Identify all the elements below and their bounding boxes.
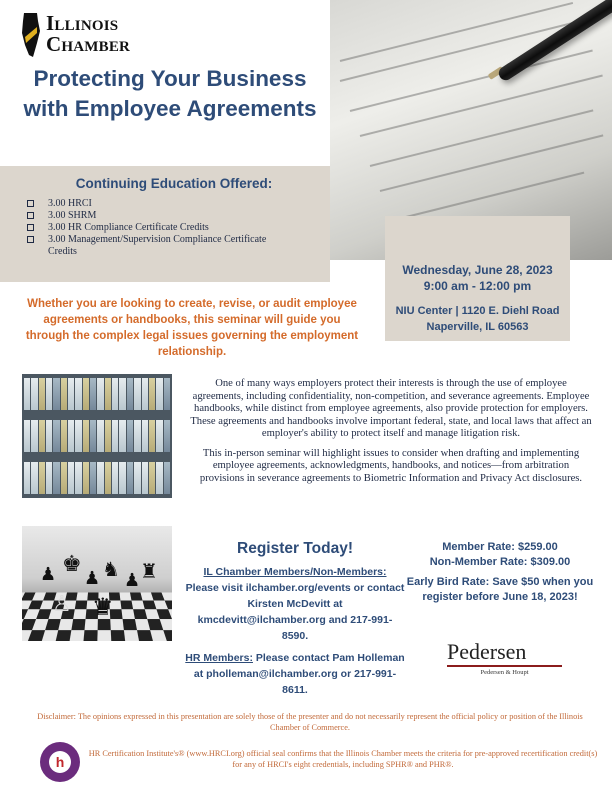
page-title: Protecting Your Business with Employee Agreements [23, 66, 317, 121]
ce-item-label: 3.00 HR Compliance Certificate Credits [48, 222, 209, 233]
event-time: 9:00 am - 12:00 pm [423, 279, 532, 293]
sponsor-subtitle: Pedersen & Houpt [480, 669, 529, 676]
continuing-education-box [0, 166, 330, 282]
non-member-rate: Non-Member Rate: $309.00 [429, 556, 571, 568]
event-venue: NIU Center | 1120 E. Diehl Road [395, 305, 560, 317]
register-heading: Register Today! [237, 540, 353, 557]
checkbox-icon [27, 200, 34, 207]
body-text [190, 378, 592, 492]
ce-item-label: 3.00 HRCI [48, 198, 92, 209]
hr-members-label: HR Members: [185, 652, 253, 664]
illinois-state-icon [22, 13, 40, 57]
event-city: Naperville, IL 60563 [426, 321, 529, 333]
hrci-statement: HR Certification Institute's® (www.HRCI.org) official seal confirms that the Illinois Chamber meets the criteria for pre-approved recertification credit(s) for any of HRCI's eight credentials, including SPHR® and PHR®. [88, 749, 598, 769]
body-paragraph-1: One of many ways employers protect their interests is through the use of employee agreements, including confidentiality, non-competition, and severance agreements. Employee handbooks, while distinct from employee agreements, also provide protection for employers. These agreements and handbooks involve important federal, state, and local laws that affect an employer's ability to protect itself and manage litigation risk. [190, 378, 592, 439]
file-shelves-photo [22, 374, 172, 498]
early-bird-rate: Early Bird Rate: Save $50 when you register before June 18, 2023! [406, 576, 594, 603]
checkbox-icon [27, 236, 34, 243]
hrci-seal-icon [40, 742, 80, 782]
event-date: Wednesday, June 28, 2023 [402, 263, 553, 277]
sponsor-name: Pedersen [447, 639, 527, 664]
member-rate: Member Rate: $259.00 [442, 541, 558, 553]
ce-item [24, 234, 330, 258]
chess-board-photo: ♟ ♚ ♟ ♞ ♟ ♜ ♙ ♛ [22, 526, 172, 641]
logo-line-2: Chamber [46, 32, 131, 56]
ce-item-label: 3.00 SHRM [48, 210, 97, 221]
illinois-chamber-logo [22, 13, 130, 57]
logo-line-1: Illinois [46, 11, 119, 35]
disclaimer-text: Disclaimer: The opinions expressed in this presentation are solely those of the presenter and do not necessarily represent the official policy or position of the Illinois Chamber of Commerce. [37, 712, 583, 732]
checkbox-icon [27, 224, 34, 231]
pedersen-logo [447, 640, 562, 676]
pricing-info [405, 540, 595, 605]
hrci-seal-letter: h [49, 751, 71, 773]
ce-item [24, 222, 330, 234]
body-paragraph-2: This in-person seminar will highlight issues to consider when drafting and implementing employee agreements, acknowledgments, handbooks, and notices—from arbitration provisions in severance agreements to Biometric Information and Privacy Act disclosures. [199, 447, 583, 484]
members-label: IL Chamber Members/Non-Members: [203, 566, 387, 578]
event-details-box [385, 216, 570, 341]
intro-text: Whether you are looking to create, revise, or audit employee agreements or handbooks, this seminar will guide you through the complex legal issues governing the employment relationship. [25, 298, 359, 358]
hr-members-contact-text: Please contact Pam Holleman at pholleman@ilchamber.org or 217-991-8611. [193, 652, 405, 696]
ce-item-label: 3.00 Management/Supervision Compliance Certificate Credits [48, 234, 267, 257]
registration-info [185, 540, 405, 698]
ce-item [24, 210, 330, 222]
ce-heading: Continuing Education Offered: [75, 176, 273, 191]
checkbox-icon [27, 212, 34, 219]
ce-list [24, 198, 330, 258]
members-contact-text: Please visit ilchamber.org/events or contact Kirsten McDevitt at kmcdevitt@ilchamber.org and 217-991-8590. [185, 582, 405, 642]
ce-item [24, 198, 330, 210]
